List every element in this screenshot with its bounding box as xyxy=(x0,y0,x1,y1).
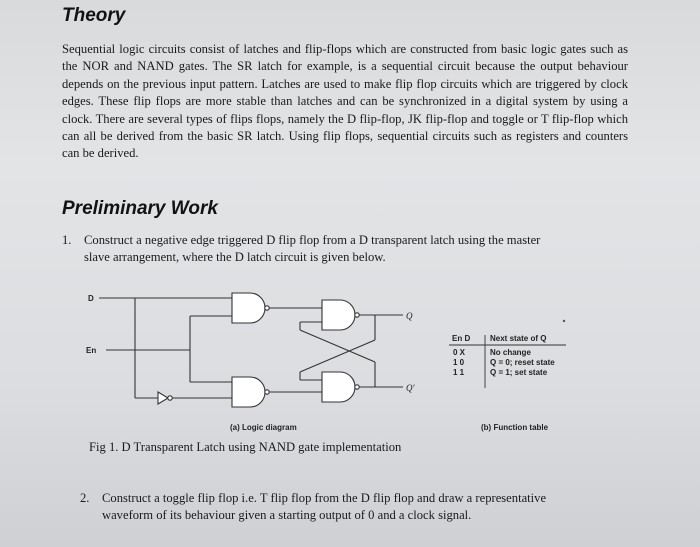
function-table-row-3-output: Q = 1; set state xyxy=(490,368,548,377)
question-2-line-1: Construct a toggle flip flop i.e. T flip flop from the D flip flop and draw a representative xyxy=(102,491,547,505)
question-1-line-1: Construct a negative edge triggered D flip flop from a D transparent latch using the master xyxy=(84,233,541,247)
caption-function-table: (b) Function table xyxy=(481,423,549,432)
function-table-row-1-inputs: 0 X xyxy=(453,348,466,357)
theory-paragraph: Sequential logic circuits consist of latches and flip-flops which are constructed from basic logic gates such as the NOR and NAND gates. The SR latch for example, is a sequential circuit because the output behaviour depends on the previous input pattern. Latches are used to make flip flop circuits which are triggered by clock edges. These flip flops are more stable than latches and can be synchronized in a digital system by using a clock. There are several types of flips flops, namely the D flip-flop, JK flip-flop and toggle or T flip-flop which can all be derived from the basic SR latch. Using flip flops, sequential circuits such as registers and counters can be derived. xyxy=(62,42,628,161)
function-table-row-3-inputs: 1 1 xyxy=(453,368,465,377)
function-table-row-2-inputs: 1 0 xyxy=(453,358,465,367)
label-q-bar: Q' xyxy=(406,383,415,393)
question-1-number: 1. xyxy=(62,233,72,247)
function-table-row-1-output: No change xyxy=(490,348,531,357)
theory-heading: Theory xyxy=(62,5,126,26)
question-1-line-2: slave arrangement, where the D latch circuit is given below. xyxy=(84,250,386,265)
label-q: Q xyxy=(406,311,413,321)
function-table-header-inputs: En D xyxy=(452,334,471,343)
caption-logic-diagram: (a) Logic diagram xyxy=(230,423,297,432)
figure-caption: Fig 1. D Transparent Latch using NAND gate implementation xyxy=(89,440,402,454)
label-en: En xyxy=(86,346,97,355)
preliminary-work-heading: Preliminary Work xyxy=(62,198,218,219)
label-d: D xyxy=(88,294,94,303)
question-2-line-2: waveform of its behaviour given a starting output of 0 and a clock signal. xyxy=(102,508,472,523)
function-table-header-output: Next state of Q xyxy=(490,334,547,343)
question-2 xyxy=(80,490,626,525)
function-table-row-2-output: Q = 0; reset state xyxy=(490,358,555,367)
question-2-number: 2. xyxy=(80,491,90,505)
